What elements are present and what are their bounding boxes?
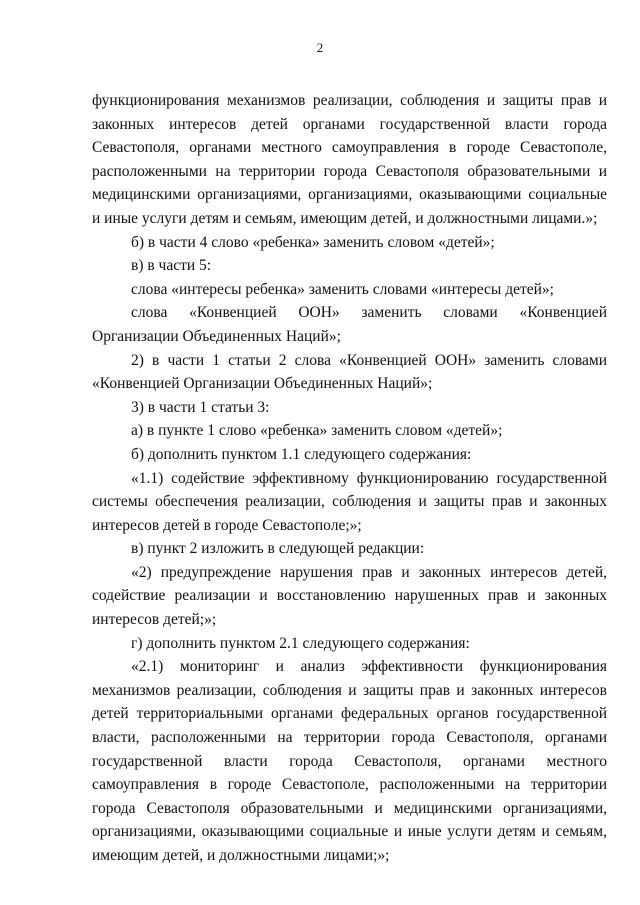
paragraph-continuation: функционирования механизмов реализации, соблюдения и защиты прав и законных интересов детей органами государственной власти города Севастополя, органами местного самоуправления в городе Севастополе, расположенными на территории города Севастополя образовательными и медицинскими организациями, организациями, оказывающими социальные и иные услуги детям и семьям, имеющим детей, и должностными лицами.»; [92,92,607,227]
paragraph-amendment-b-part4: б) в части 4 слово «ребенка» заменить словом «детей»; [131,233,495,251]
paragraph-clause-2-restate: в) пункт 2 изложить в следующей редакции: [131,540,425,558]
paragraph-article2-amendment: 2) в части 1 статьи 2 слова «Конвенцией ООН» заменить словами «Конвенцией Организации Объединенных Наций»; [92,351,607,393]
paragraph-clause-2-1-text: «2.1) мониторинг и анализ эффективности функционирования механизмов реализации, соблюдения и защиты прав и законных интересов детей территориальными органами федеральных органов государственной власти, расположенными на территории города Севастополя, органами государственной власти города Севастополя, органами местного самоуправления в городе Севастополе, расположенными на территории города Севастополя образовательными и медицинскими организациями, организациями, оказывающими социальные и иные услуги детям и семьям, имеющим детей, и должностными лицами;»; [92,658,607,864]
paragraph-clause-2-text: «2) предупреждение нарушения прав и законных интересов детей, содействие реализации и восстановлению нарушенных прав и законных интересов детей;»; [92,563,607,629]
paragraph-clause-1-amendment: а) в пункте 1 слово «ребенка» заменить словом «детей»; [131,422,503,440]
paragraph-words-interests: слова «интересы ребенка» заменить словами «интересы детей»; [131,280,554,298]
paragraph-article3-part1: 3) в части 1 статьи 3: [131,398,270,416]
paragraph-add-clause-1-1: б) дополнить пунктом 1.1 следующего содержания: [131,445,472,463]
paragraph-clause-1-1-text: «1.1) содействие эффективному функционированию государственной системы обеспечения реализации, соблюдения и защиты прав и законных интересов детей в городе Севастополе;»; [92,469,607,534]
paragraph-add-clause-2-1: г) дополнить пунктом 2.1 следующего содержания: [131,634,470,652]
paragraph-words-convention: слова «Конвенцией ООН» заменить словами «Конвенцией Организации Объединенных Наций»; [92,304,607,345]
paragraph-amendment-v-part5: в) в части 5: [131,257,212,275]
document-body [92,89,607,868]
page-number: 2 [316,40,324,55]
